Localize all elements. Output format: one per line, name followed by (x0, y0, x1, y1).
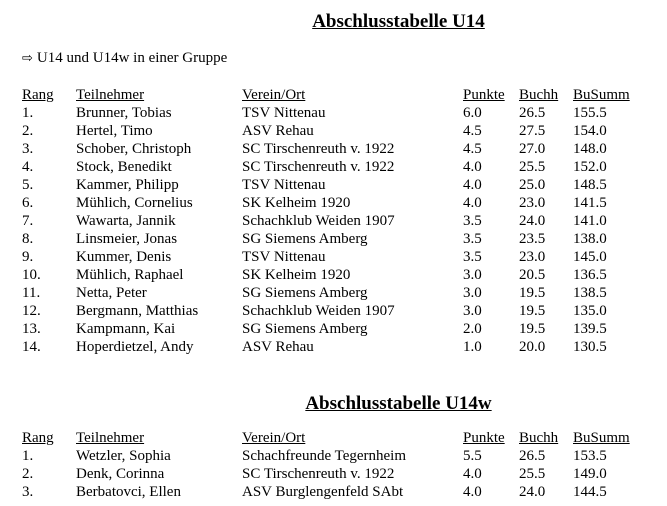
cell-teilnehmer: Brunner, Tobias (76, 105, 172, 121)
cell-teilnehmer: Mühlich, Raphael (76, 267, 184, 283)
table-row (22, 140, 643, 158)
cell-buchh: 26.5 (519, 105, 546, 121)
table-row (22, 176, 643, 194)
cell-teilnehmer: Schober, Christoph (76, 141, 192, 157)
cell-buchh: 24.0 (519, 484, 546, 500)
cell-rang: 7. (22, 213, 34, 229)
header-busumm: BuSumm (573, 430, 630, 446)
cell-verein: Schachfreunde Tegernheim (242, 448, 407, 464)
cell-busumm: 141.0 (573, 213, 607, 229)
header-punkte: Punkte (463, 87, 505, 103)
cell-teilnehmer: Wawarta, Jannik (76, 213, 176, 229)
cell-buchh: 25.5 (519, 466, 546, 482)
cell-teilnehmer: Kummer, Denis (76, 249, 172, 265)
cell-buchh: 19.5 (519, 321, 546, 337)
cell-busumm: 139.5 (573, 321, 607, 337)
header-verein: Verein/Ort (242, 430, 306, 446)
cell-buchh: 26.5 (519, 448, 546, 464)
cell-punkte: 3.0 (463, 303, 482, 319)
cell-teilnehmer: Mühlich, Cornelius (76, 195, 193, 211)
cell-punkte: 4.0 (463, 159, 482, 175)
cell-verein: ASV Rehau (242, 339, 314, 355)
cell-rang: 12. (22, 303, 41, 319)
group-note-text: U14 und U14w in einer Gruppe (36, 50, 228, 66)
cell-busumm: 154.0 (573, 123, 607, 139)
cell-busumm: 148.5 (573, 177, 607, 193)
cell-buchh: 25.5 (519, 159, 546, 175)
cell-buchh: 20.5 (519, 267, 546, 283)
table-row (22, 212, 643, 230)
cell-verein: ASV Burglengenfeld SAbt (242, 484, 404, 500)
table-row (22, 248, 643, 266)
cell-teilnehmer: Wetzler, Sophia (76, 448, 171, 464)
cell-punkte: 3.0 (463, 267, 482, 283)
cell-teilnehmer: Denk, Corinna (76, 466, 165, 482)
cell-busumm: 152.0 (573, 159, 607, 175)
table-row (22, 338, 643, 356)
header-teilnehmer: Teilnehmer (76, 430, 145, 446)
table-body-u14w (22, 447, 643, 501)
cell-rang: 2. (22, 466, 34, 482)
cell-verein: ASV Rehau (242, 123, 314, 139)
cell-punkte: 4.0 (463, 484, 482, 500)
cell-verein: SC Tirschenreuth v. 1922 (242, 141, 395, 157)
header-punkte: Punkte (463, 430, 505, 446)
cell-busumm: 130.5 (573, 339, 607, 355)
header-busumm: BuSumm (573, 87, 630, 103)
table-row (22, 266, 643, 284)
cell-teilnehmer: Kammer, Philipp (76, 177, 179, 193)
table-row (22, 465, 643, 483)
cell-buchh: 19.5 (519, 303, 546, 319)
page-title-u14w: Abschlusstabelle U14w (305, 393, 492, 414)
table-row (22, 122, 643, 140)
header-buchh: Buchh (519, 87, 559, 103)
table-row (22, 230, 643, 248)
cell-buchh: 23.0 (519, 249, 546, 265)
cell-buchh: 19.5 (519, 285, 546, 301)
cell-punkte: 5.5 (463, 448, 482, 464)
header-rang: Rang (22, 87, 54, 103)
cell-verein: SG Siemens Amberg (242, 285, 368, 301)
table-row (22, 302, 643, 320)
cell-verein: SC Tirschenreuth v. 1922 (242, 466, 395, 482)
cell-busumm: 136.5 (573, 267, 607, 283)
cell-punkte: 4.0 (463, 466, 482, 482)
cell-busumm: 149.0 (573, 466, 607, 482)
cell-buchh: 23.5 (519, 231, 546, 247)
table-header-row (22, 86, 643, 104)
cell-punkte: 3.5 (463, 249, 482, 265)
cell-teilnehmer: Stock, Benedikt (76, 159, 172, 175)
cell-verein: TSV Nittenau (242, 249, 326, 265)
cell-punkte: 3.5 (463, 231, 482, 247)
cell-punkte: 6.0 (463, 105, 482, 121)
table-row (22, 320, 643, 338)
standings-table-u14w (22, 429, 643, 501)
cell-rang: 14. (22, 339, 41, 355)
cell-busumm: 145.0 (573, 249, 607, 265)
header-rang: Rang (22, 430, 54, 446)
table-row (22, 194, 643, 212)
cell-busumm: 148.0 (573, 141, 607, 157)
cell-buchh: 20.0 (519, 339, 546, 355)
cell-punkte: 3.5 (463, 213, 482, 229)
cell-punkte: 4.0 (463, 177, 482, 193)
standings-table-u14 (22, 86, 643, 356)
table-body-u14 (22, 104, 643, 356)
cell-rang: 8. (22, 231, 34, 247)
cell-punkte: 3.0 (463, 285, 482, 301)
cell-rang: 6. (22, 195, 34, 211)
cell-buchh: 27.0 (519, 141, 546, 157)
cell-teilnehmer: Hoperdietzel, Andy (76, 339, 194, 355)
cell-teilnehmer: Netta, Peter (76, 285, 147, 301)
cell-rang: 9. (22, 249, 34, 265)
cell-teilnehmer: Hertel, Timo (76, 123, 153, 139)
cell-rang: 11. (22, 285, 41, 301)
cell-busumm: 138.5 (573, 285, 607, 301)
cell-busumm: 155.5 (573, 105, 607, 121)
cell-punkte: 1.0 (463, 339, 482, 355)
table-row (22, 104, 643, 122)
cell-buchh: 24.0 (519, 213, 546, 229)
table-row (22, 483, 643, 501)
cell-rang: 5. (22, 177, 34, 193)
cell-busumm: 153.5 (573, 448, 607, 464)
cell-rang: 13. (22, 321, 41, 337)
cell-buchh: 23.0 (519, 195, 546, 211)
cell-verein: Schachklub Weiden 1907 (242, 303, 395, 319)
header-teilnehmer: Teilnehmer (76, 87, 145, 103)
table-row (22, 158, 643, 176)
cell-buchh: 27.5 (519, 123, 546, 139)
right-arrow-icon: ⇨ (22, 51, 33, 66)
cell-punkte: 4.5 (463, 123, 482, 139)
cell-verein: TSV Nittenau (242, 105, 326, 121)
cell-rang: 4. (22, 159, 34, 175)
cell-punkte: 4.5 (463, 141, 482, 157)
table-row (22, 447, 643, 465)
cell-buchh: 25.0 (519, 177, 546, 193)
cell-verein: SK Kelheim 1920 (242, 195, 351, 211)
cell-rang: 2. (22, 123, 34, 139)
cell-teilnehmer: Linsmeier, Jonas (76, 231, 178, 247)
cell-punkte: 2.0 (463, 321, 482, 337)
cell-teilnehmer: Kampmann, Kai (76, 321, 176, 337)
cell-punkte: 4.0 (463, 195, 482, 211)
cell-busumm: 135.0 (573, 303, 607, 319)
cell-verein: SG Siemens Amberg (242, 231, 368, 247)
cell-rang: 3. (22, 484, 34, 500)
cell-verein: TSV Nittenau (242, 177, 326, 193)
cell-busumm: 141.5 (573, 195, 607, 211)
cell-verein: SG Siemens Amberg (242, 321, 368, 337)
table-header-row (22, 429, 643, 447)
cell-busumm: 138.0 (573, 231, 607, 247)
cell-verein: SK Kelheim 1920 (242, 267, 351, 283)
cell-rang: 1. (22, 105, 34, 121)
cell-verein: Schachklub Weiden 1907 (242, 213, 395, 229)
header-buchh: Buchh (519, 430, 559, 446)
header-verein: Verein/Ort (242, 87, 306, 103)
cell-busumm: 144.5 (573, 484, 607, 500)
cell-teilnehmer: Berbatovci, Ellen (76, 484, 181, 500)
cell-teilnehmer: Bergmann, Matthias (76, 303, 199, 319)
cell-rang: 1. (22, 448, 34, 464)
cell-rang: 3. (22, 141, 34, 157)
cell-verein: SC Tirschenreuth v. 1922 (242, 159, 395, 175)
page-title-u14: Abschlusstabelle U14 (312, 11, 485, 32)
table-row (22, 284, 643, 302)
group-note (22, 49, 227, 68)
cell-rang: 10. (22, 267, 41, 283)
